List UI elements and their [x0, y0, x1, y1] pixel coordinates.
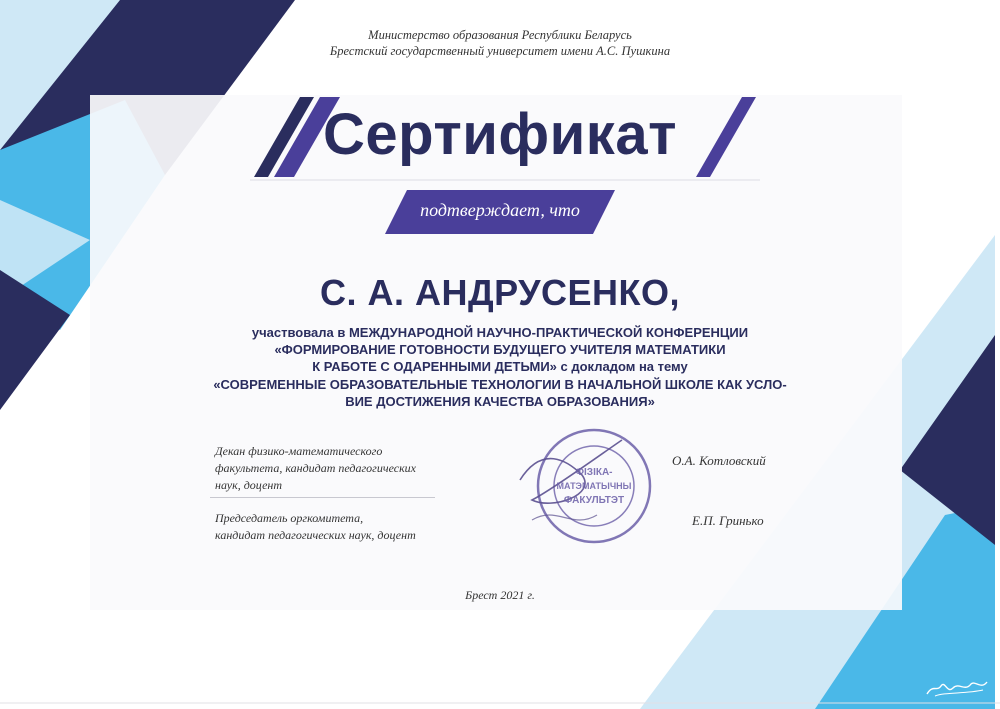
- signature-divider: [210, 497, 435, 498]
- stamp-line-1: ФIЗIКА-: [575, 467, 613, 478]
- signatory-dean-name: О.А. Котловский: [672, 453, 766, 468]
- subtitle-text: подтверждает, что: [420, 200, 580, 220]
- stamp-line-2: МАТЭМАТЫЧНЫ: [556, 481, 632, 491]
- body-line: К РАБОТЕ С ОДАРЕННЫМИ ДЕТЬМИ» с докладом на тему: [312, 359, 688, 375]
- position-line: Декан физико-математического: [215, 444, 383, 458]
- position-line: Председатель оргкомитета,: [215, 511, 364, 525]
- title-decor: [0, 0, 1000, 200]
- position-line: кандидат педагогических наук, доцент: [215, 528, 416, 542]
- certificate-body: [160, 324, 840, 410]
- signatory-chair-position: [215, 510, 445, 544]
- body-line: ВИЕ ДОСТИЖЕНИЯ КАЧЕСТВА ОБРАЗОВАНИЯ»: [345, 393, 655, 409]
- place-and-date: Брест 2021 г.: [465, 588, 535, 602]
- signatory-dean-position: [215, 443, 445, 494]
- signatory-chair-name: Е.П. Гринько: [692, 513, 764, 528]
- position-line: факультета, кандидат педагогических: [215, 461, 417, 475]
- body-line: «СОВРЕМЕННЫЕ ОБРАЗОВАТЕЛЬНЫЕ ТЕХНОЛОГИИ В НАЧАЛЬНОЙ ШКОЛЕ КАК УСЛО-: [213, 376, 787, 392]
- body-line: участвовала в МЕЖДУНАРОДНОЙ НАУЧНО-ПРАКТИЧЕСКОЙ КОНФЕРЕНЦИИ: [251, 325, 749, 340]
- ministry-header: Министерство образования Республики Беларусь: [368, 28, 632, 42]
- certificate-title: Сертификат: [323, 102, 677, 167]
- university-header: Брестский государственный университет имени А.С. Пушкина: [329, 44, 671, 58]
- position-line: наук, доцент: [215, 478, 283, 492]
- recipient-name: С. А. АНДРУСЕНКО,: [319, 272, 681, 313]
- body-line: «ФОРМИРОВАНИЕ ГОТОВНОСТИ БУДУЩЕГО УЧИТЕЛЯ МАТЕМАТИКИ: [274, 342, 726, 358]
- faculty-stamp: [512, 420, 652, 550]
- stamp-line-3: ФАКУЛЬТЭТ: [563, 495, 625, 506]
- designer-watermark: [925, 672, 989, 700]
